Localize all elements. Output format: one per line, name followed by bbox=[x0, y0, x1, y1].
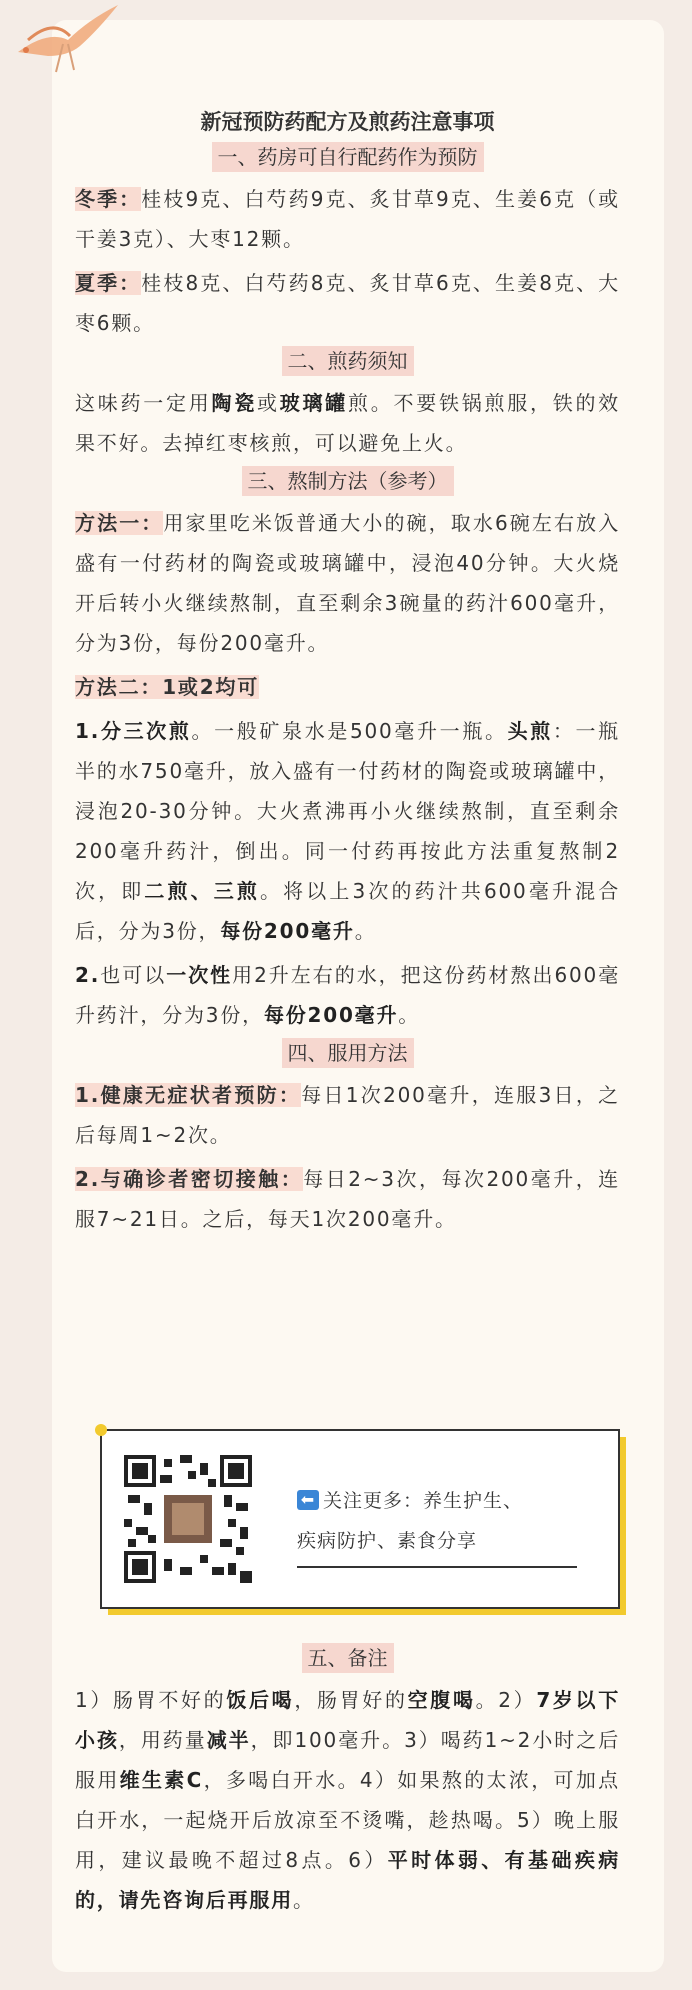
usage-contact: 2.与确诊者密切接触：每日2~3次，每次200毫升，连服7~21日。之后，每天1次200毫升。 bbox=[75, 1167, 620, 1231]
section-title-4: 四、服用方法 bbox=[75, 1035, 620, 1075]
follow-card[interactable] bbox=[100, 1429, 620, 1609]
follow-underline bbox=[297, 1566, 577, 1568]
method-two-heading: 方法二：1或2均可 bbox=[75, 675, 260, 699]
usage-healthy: 1.健康无症状者预防：每日1次200毫升，连服3日，之后每周1~2次。 bbox=[75, 1083, 620, 1147]
summer-label: 夏季： bbox=[75, 271, 142, 295]
section-title-1: 一、药房可自行配药作为预防 bbox=[75, 139, 620, 179]
winter-label: 冬季： bbox=[75, 187, 142, 211]
crane-logo-icon bbox=[8, 0, 128, 80]
document-title: 新冠预防药配方及煎药注意事项 bbox=[200, 110, 495, 134]
section-title-5: 五、备注 bbox=[75, 1640, 620, 1680]
follow-text: ⬅ 关注更多：养生护生、 疾病防护、素食分享 bbox=[297, 1490, 524, 1552]
method-two-option-2: 2.也可以一次性用2升左右的水，把这份药材熬出600毫升药汁，分为3份，每份200毫升。 bbox=[75, 963, 620, 1027]
method-one: 方法一：用家里吃米饭普通大小的碗，取水6碗左右放入盛有一付药材的陶瓷或玻璃罐中，浸泡40分钟。大火烧开后转小火继续熬制，直至剩余3碗量的药汁600毫升，分为3份，每份200毫升。 bbox=[75, 511, 621, 655]
section-title-2: 二、煎药须知 bbox=[75, 343, 620, 383]
qr-code-icon[interactable] bbox=[124, 1455, 252, 1583]
winter-recipe: 冬季：桂枝9克、白芍药9克、炙甘草9克、生姜6克（或干姜3克）、大枣12颗。 bbox=[75, 187, 620, 251]
main-content bbox=[75, 105, 620, 1239]
notes-text: 1）肠胃不好的饭后喝，肠胃好的空腹喝。2）7岁以下小孩，用药量减半，即100毫升。3）喝药1~2小时之后服用维生素C，多喝白开水。4）如果熬的太浓，可加点白开水，一起烧开后放凉至不烫嘴，趁热喝。5）晚上服用，建议最晚不超过8点。6）平时体弱、有基础疾病的，请先咨询后再服用。 bbox=[75, 1688, 621, 1912]
yellow-dot bbox=[95, 1424, 107, 1436]
method-one-label: 方法一： bbox=[75, 511, 164, 535]
method-two-option-1: 1.分三次煎。一般矿泉水是500毫升一瓶。头煎：一瓶半的水750毫升，放入盛有一付药材的陶瓷或玻璃罐中，浸泡20-30分钟。大火煮沸再小火继续熬制，直至剩余200毫升药汁，倒出。同一付药再按此方法重复熬制2次，即二煎、三煎。将以上3次的药汁共600毫升混合后，分为3份，每份200毫升。 bbox=[75, 719, 621, 943]
notes-section bbox=[75, 1640, 620, 1920]
arrow-left-icon: ⬅ bbox=[297, 1490, 319, 1510]
decoct-notice: 这味药一定用陶瓷或玻璃罐煎。不要铁锅煎服，铁的效果不好。去掉红枣核煎，可以避免上火。 bbox=[75, 391, 620, 455]
section-title-3: 三、熬制方法（参考） bbox=[75, 463, 620, 503]
summer-recipe: 夏季：桂枝8克、白芍药8克、炙甘草6克、生姜8克、大枣6颗。 bbox=[75, 271, 620, 335]
